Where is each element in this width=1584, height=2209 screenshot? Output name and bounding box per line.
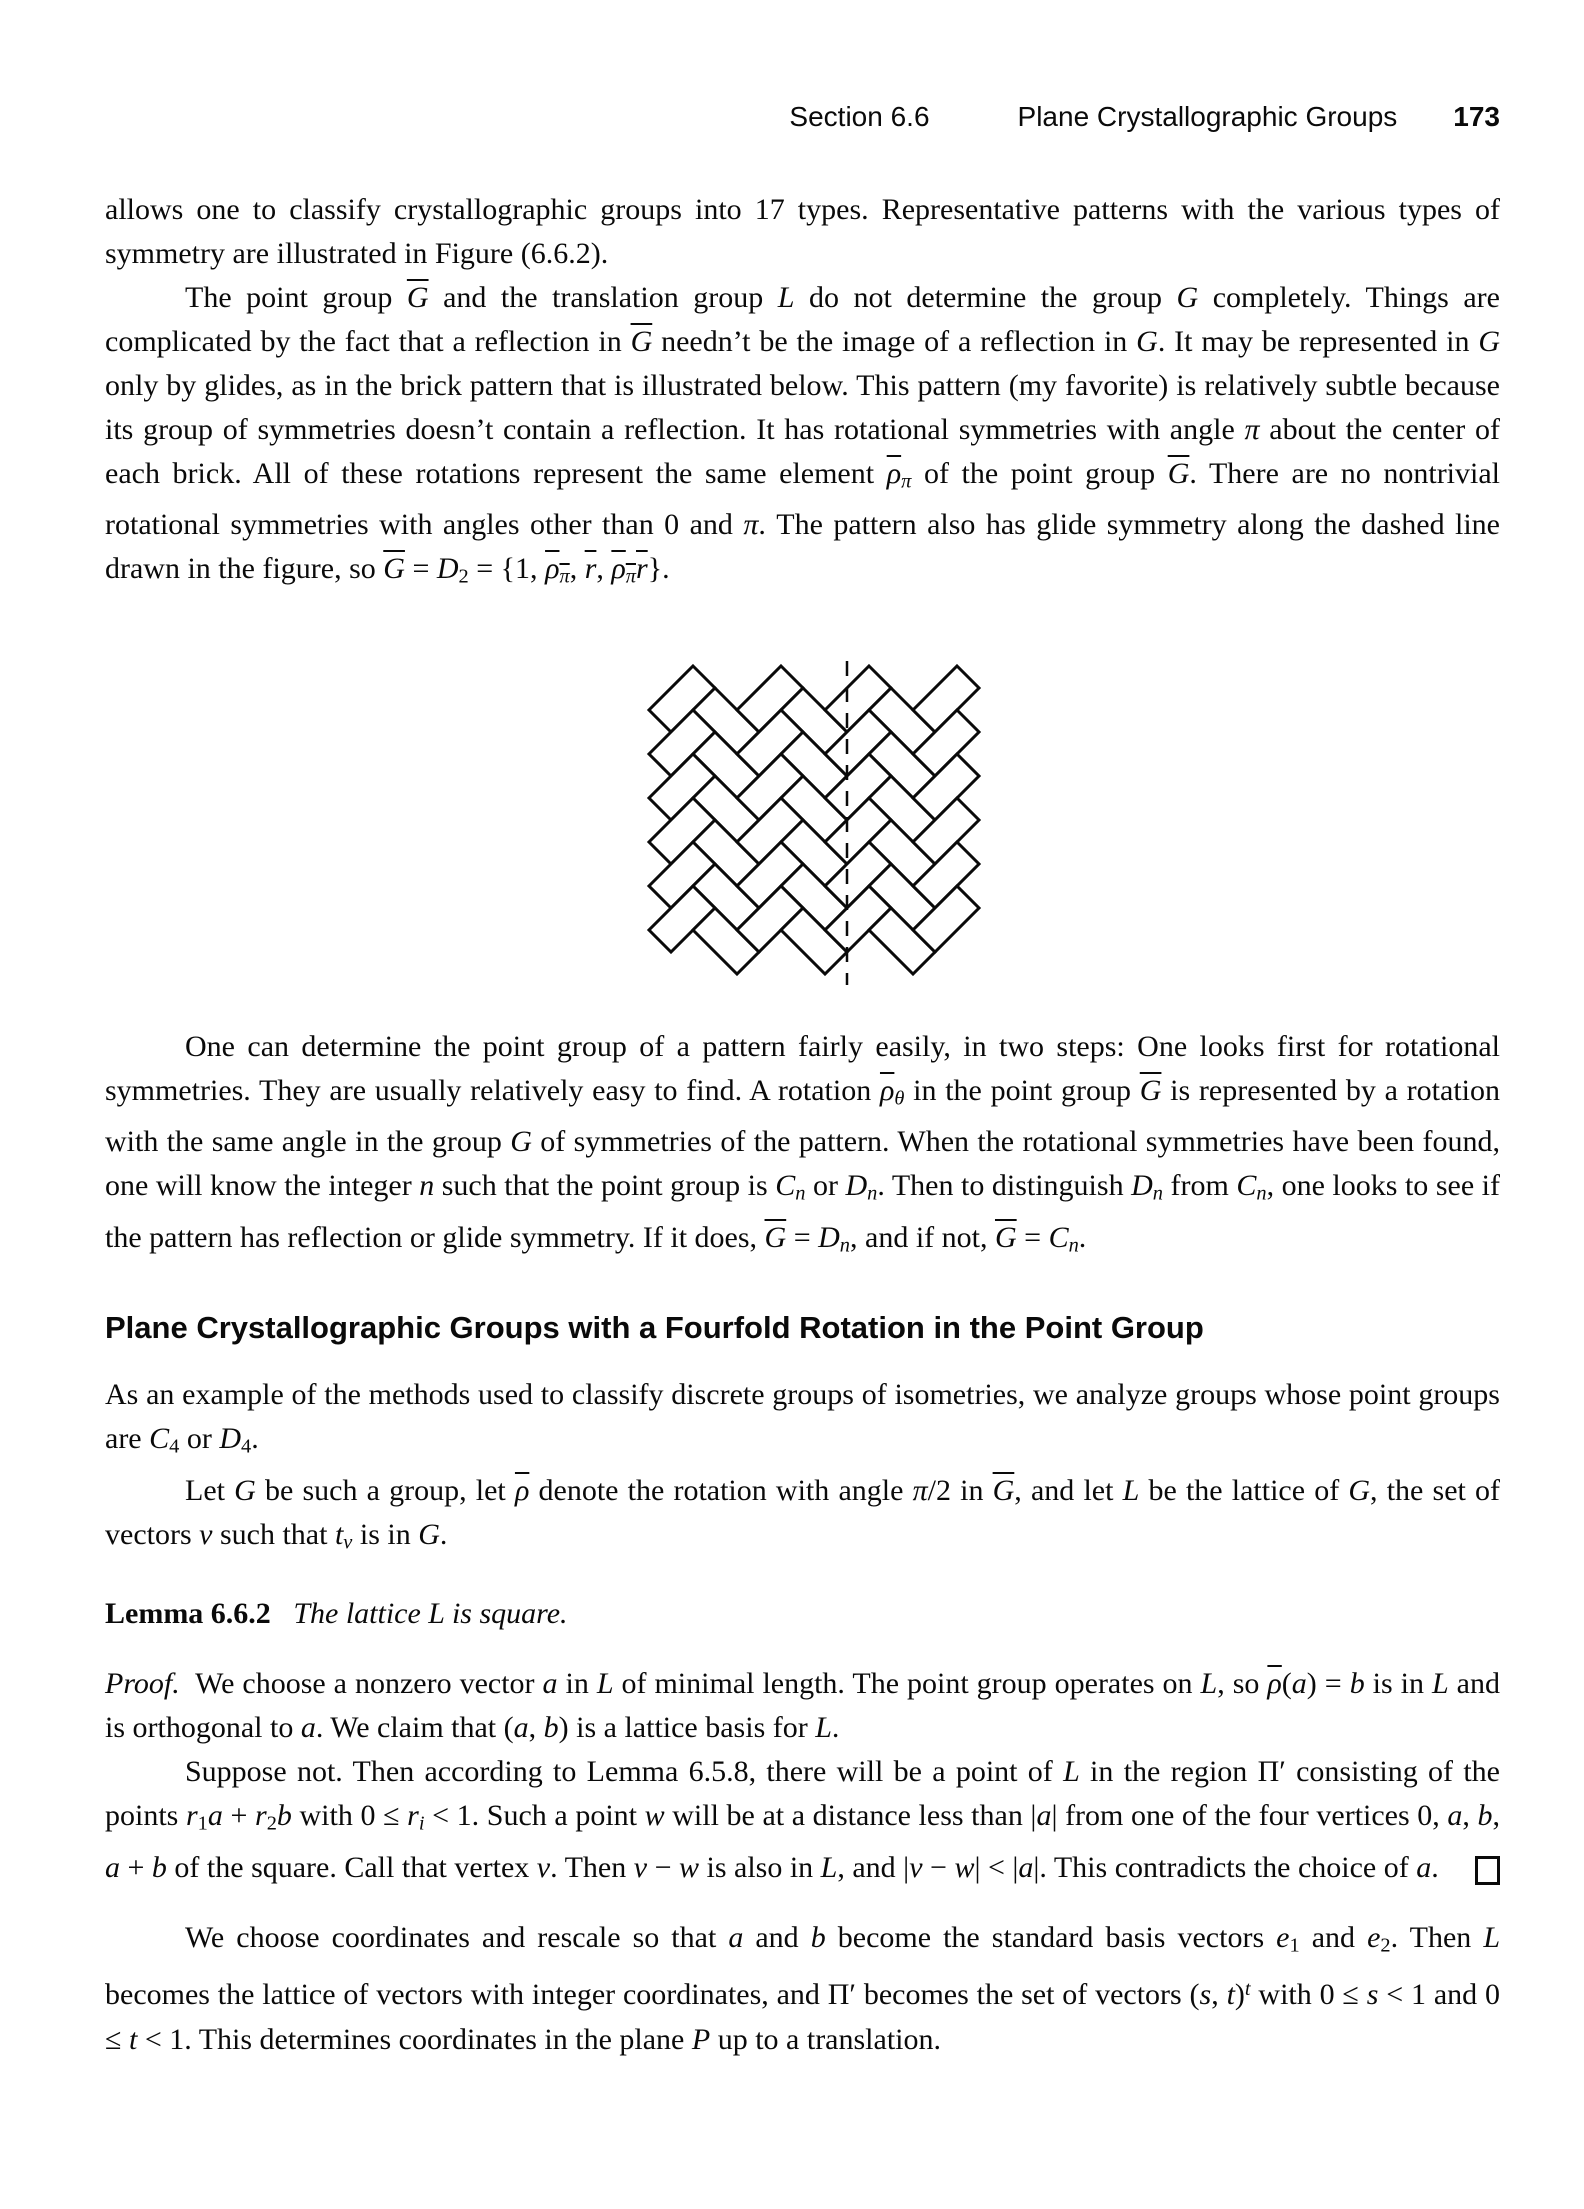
proof-paragraph-1: Proof. We choose a nonzero vector a in L of minimal length. The point group operates on L, so $\overline{\rho}(a) = b$ is in L and is orthogonal to a. We claim that (a, b) is a lattice basis for L.	[105, 1667, 1500, 1745]
subsection-heading: Plane Crystallographic Groups with a Fourfold Rotation in the Point Group	[105, 1310, 1204, 1346]
brick-pattern-figure	[105, 651, 1500, 989]
proof-paragraph-2: Suppose not. Then according to Lemma 6.5.8, there will be a point of L in the region Π′ consisting of the points r1a + r2b with 0 ≤ ri < 1. Such a point w will be at a distance less than |a| from one of the four vertices 0, a, b, a + b of the square. Call that vertex v. Then v − w is also in L, and |v − w| < |a|. This contradicts the choice of a.	[105, 1755, 1501, 1884]
running-header	[105, 100, 1500, 134]
paragraph-classification: allows one to classify crystallographic groups into 17 types. Representative patterns with the various types of symmetry are illustrated in Figure (6.6.2).	[105, 193, 1500, 270]
paragraph-coordinates: We choose coordinates and rescale so that a and b become the standard basis vectors e1 and e2. Then L becomes the lattice of vectors with integer coordinates, and Π′ becomes the set of vectors (s, t)$^t$ with 0 ≤ s < 1 and 0 ≤ t < 1. This determines coordinates in the plane P up to a translation.	[105, 1920, 1501, 2056]
paragraph-let-g: Let G be such a group, let $\overline{\rho}$ denote the rotation with angle π/2 in $\overline{G}$, and let L be the lattice of G, the set of vectors v such that tv is in G.	[105, 1473, 1501, 1554]
paragraph-point-group-steps: One can determine the point group of a pattern fairly easily, in two steps: One looks first for rotational symmetries. They are usually relatively easy to find. A rotation $\overline{\rho}\theta$ in the point group $\overline{G}$ is represented by a rotation with the same angle in the group G of symmetries of the pattern. When the rotational symmetries have been found, one will know the integer n such that the point group is Cn or Dn. Then to distinguish Dn from Cn, one looks to see if the pattern has reflection or glide symmetry. If it does, $\overline{G} = Dn$, and if not, $\overline{G} = Cn$.	[105, 1029, 1500, 1257]
paragraph-brick-pattern: The point group $\overline{G}$ and the translation group L do not determine the group G completely. Things are complicated by the fact that a reflection in $\overline{G}$ needn’t be the image of a reflection in G. It may be represented in G only by glides, as in the brick pattern that is illustrated below. This pattern (my favorite) is relatively subtle because its group of symmetries doesn’t contain a reflection. It has rotational symmetries with angle π about the center of each brick. All of these rotations represent the same element $\overline{\rho}\pi$ of the point group $\overline{G}$. There are no nontrivial rotational symmetries with angles other than 0 and π. The pattern also has glide symmetry along the dashed line drawn in the figure, so $\overline{G} = D2 = \{1$, ρπ, $\overline{r}$, ρπr}.	[105, 281, 1501, 588]
header-section-label: Section 6.6	[789, 101, 930, 132]
herringbone-pattern-diagram	[625, 651, 981, 989]
header-page-number: 173	[1453, 101, 1500, 132]
lemma-6-6-2: Lemma 6.6.2 The lattice L is square.	[105, 1597, 568, 1631]
paragraph-fourfold-intro: As an example of the methods used to classify discrete groups of isometries, we analyze groups whose point groups are C4 or D4.	[105, 1378, 1500, 1458]
header-chapter-title: Plane Crystallographic Groups	[1017, 101, 1398, 132]
